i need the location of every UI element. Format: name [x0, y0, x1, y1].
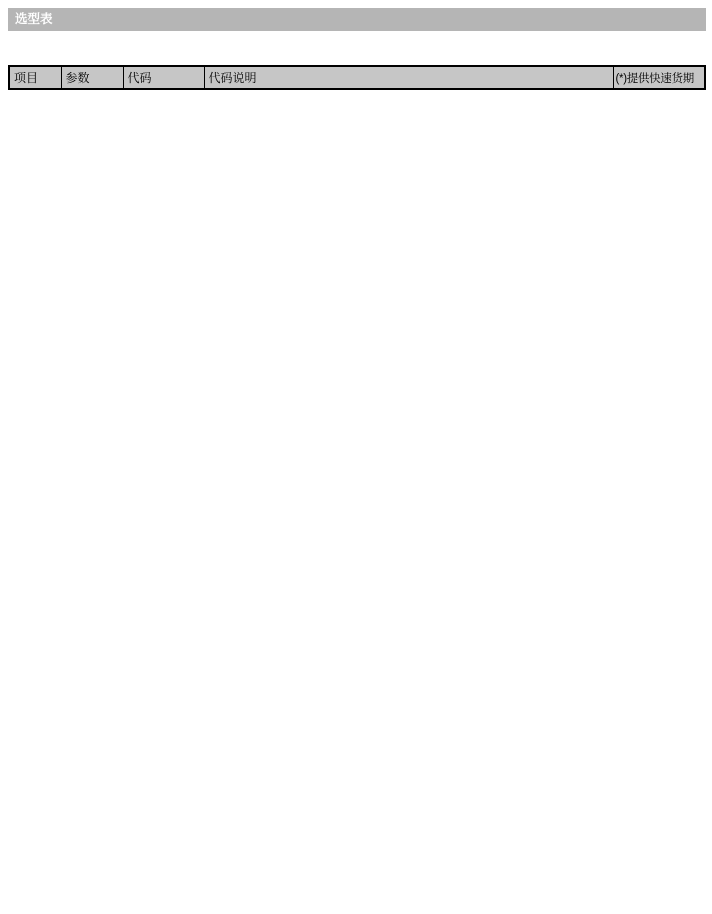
col-header-desc: 代码说明	[204, 66, 613, 89]
col-header-param: 参数	[61, 66, 123, 89]
section-title-bar	[8, 8, 706, 31]
watermark-artifact	[576, 880, 610, 885]
col-header-fast-delivery: (*)提供快速货期	[613, 66, 705, 89]
table-header-row	[9, 66, 705, 89]
col-header-item: 项目	[9, 66, 61, 89]
page-title: 选型表	[15, 12, 53, 26]
col-header-code: 代码	[123, 66, 204, 89]
selection-table	[8, 65, 706, 90]
